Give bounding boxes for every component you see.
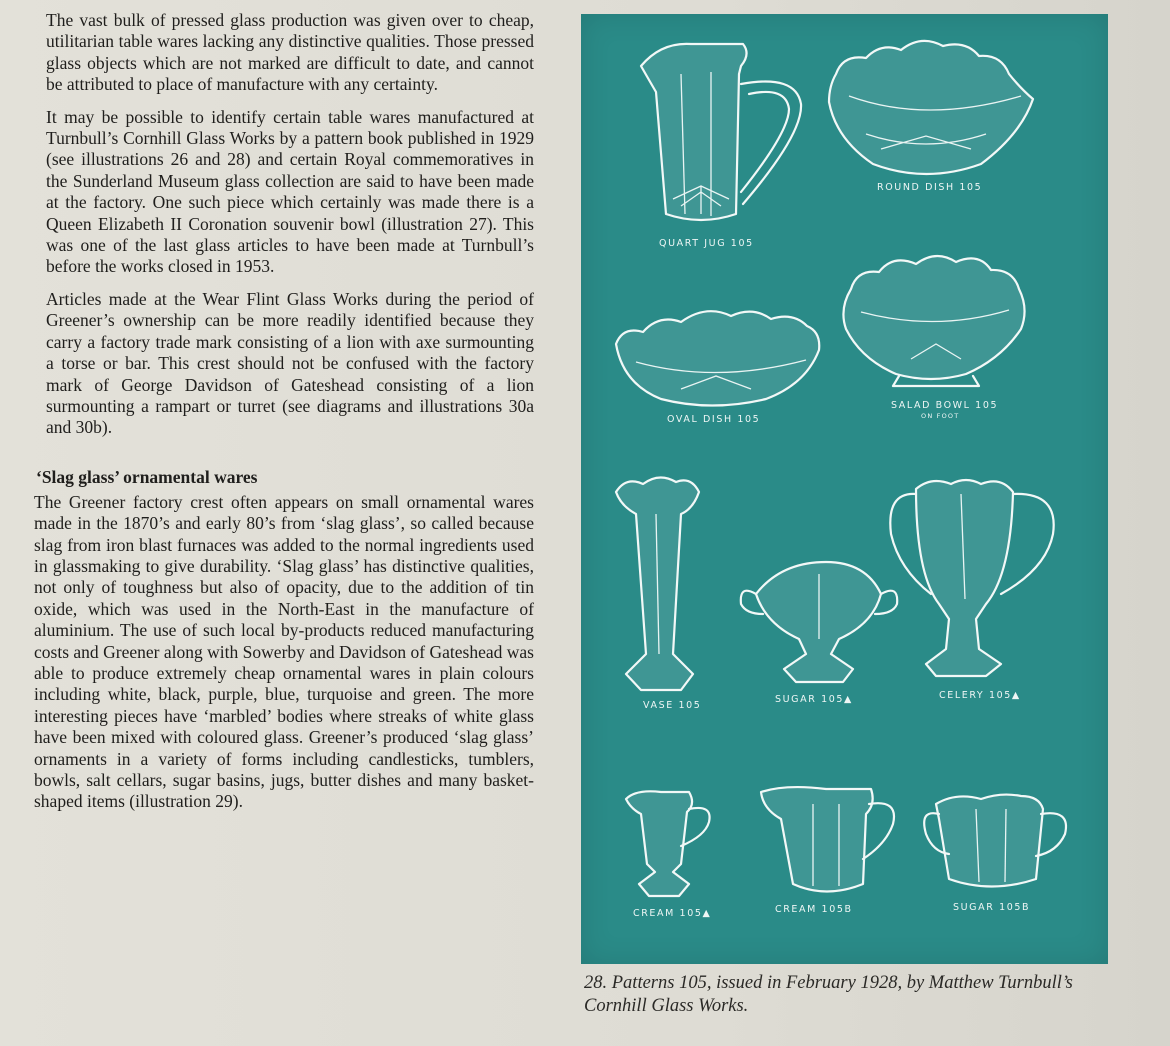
label-cream-a: CREAM 105▲ xyxy=(633,908,712,919)
sugar-bowl-icon xyxy=(924,795,1066,887)
creamer-icon xyxy=(761,787,894,891)
label-cream-b: CREAM 105B xyxy=(775,904,853,915)
dish-icon xyxy=(616,311,819,405)
label-sugar-b: SUGAR 105B xyxy=(953,902,1031,913)
celery-vase-icon xyxy=(890,480,1053,676)
paragraph-1: The vast bulk of pressed glass production was given over to cheap, utilitarian table wares lacking any distinctive qualities. Those pressed glass objects which are not marked are difficult to date, and cannot be attributed to place of manufacture with any certainty. xyxy=(46,10,534,95)
glassware-plate xyxy=(581,14,1108,964)
label-quart-jug: QUART JUG 105 xyxy=(659,238,754,249)
vase-icon xyxy=(616,477,699,690)
paragraph-3: Articles made at the Wear Flint Glass Works during the period of Greener’s ownership can be more readily identified because they carry a factory trade mark consisting of a lion with axe surmounting a torse or bar. This crest should not be confused with the factory mark of George Davidson of Gateshead consisting of a lion surmounting a rampart or turret (see diagrams and illustrations 30a and 30b). xyxy=(46,288,534,438)
text-column xyxy=(22,10,534,824)
bowl-icon xyxy=(829,41,1033,174)
label-oval-dish: OVAL DISH 105 xyxy=(667,414,761,425)
label-vase: VASE 105 xyxy=(643,700,702,711)
sugar-bowl-icon xyxy=(741,562,897,682)
creamer-icon xyxy=(626,791,710,896)
label-salad-bowl-sub: ON FOOT xyxy=(921,412,960,420)
plate-illustration xyxy=(581,14,1108,964)
paragraph-2: It may be possible to identify certain table wares manufactured at Turnbull’s Cornhill Glass Works by a pattern book published in 1929 (see illustrations 26 and 28) and certain Royal commemoratives in the Sunderland Museum glass collection are said to have been made at the factory. One such piece which certainly was made there is a Queen Elizabeth II Coronation souvenir bowl (illustration 27). This was one of the last glass articles to have been made at Turnbull’s before the works closed in 1953. xyxy=(46,106,534,277)
label-sugar-a: SUGAR 105▲ xyxy=(775,694,853,705)
section-heading: ‘Slag glass’ ornamental wares xyxy=(36,466,258,487)
label-round-dish: ROUND DISH 105 xyxy=(877,182,983,193)
jug-icon xyxy=(641,44,801,220)
label-celery: CELERY 105▲ xyxy=(939,690,1021,701)
figure-caption: 28. Patterns 105, issued in February 1928, by Matthew Turnbull’s Cornhill Glass Works. xyxy=(584,973,1073,1016)
label-salad-bowl: SALAD BOWL 105 xyxy=(891,400,999,411)
footed-bowl-icon xyxy=(843,256,1024,386)
section-paragraph: The Greener factory crest often appears on small ornamental wares made in the 1870’s and early 80’s from ‘slag glass’, so called because slag from iron blast furnaces was added to the normal ingredients used in glassmaking to give durability. ‘Slag glass’ has distinctive qualities, not only of toughness but also of opacity, due to the addition of tin oxide, which was used in the North-East in the manufacture of aluminium. The use of such local by-products reduced manufacturing costs and Greener along with Sowerby and Davidson of Gateshead was able to produce extremely cheap ornamental wares in plain colours including white, black, purple, blue, turquoise and green. The more interesting pieces have ‘marbled’ bodies where streaks of white glass have been mixed with coloured glass. Greener’s produced ‘slag glass’ ornaments in a variety of forms including candlesticks, tumblers, bowls, salt cellars, sugar basins, jugs, butter dishes and many basket-shaped items (illustration 29). xyxy=(34,491,534,812)
